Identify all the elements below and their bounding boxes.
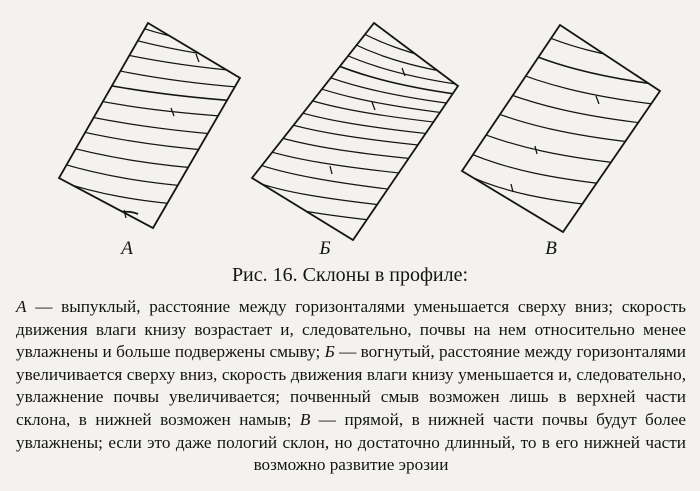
- figure-caption-body: [16, 296, 686, 477]
- panel-v-diagram: [450, 24, 670, 232]
- figure-caption-title: Рис. 16. Склоны в профиле:: [231, 264, 469, 286]
- caption-label-a: А: [16, 297, 27, 316]
- panel-b-label: Б: [319, 238, 331, 259]
- caption-text-a: — выпуклый, расстояние между горизонталями уменьшается сверху вниз; скорость движения влаги книзу возрастает и, следовательно, почвы на нем относительно менее увлажнены и больше подвержены смыву;: [16, 297, 686, 362]
- panel-b-diagram: [246, 20, 470, 240]
- caption-label-b: Б: [324, 342, 335, 362]
- caption-text-b: — вогнутый, расстояние между горизонталями увеличивается сверху вниз, скорость движения влаги книзу уменьшается и, следовательно, увлажнение почвы увеличивается; почвенный смыв возможен лишь в верхней части склона, в нижней возможен намыв;: [16, 342, 687, 429]
- caption-label-v: В: [299, 409, 311, 429]
- panel-a-diagram: [50, 20, 250, 232]
- panel-a-label: А: [121, 238, 133, 259]
- caption-text-v: — прямой, в нижней части почвы будут более увлажнены; если это даже пологий склон, но достаточно длинный, то в его нижней части возможно развитие эрозии: [16, 409, 686, 475]
- panel-v-label: В: [545, 238, 557, 259]
